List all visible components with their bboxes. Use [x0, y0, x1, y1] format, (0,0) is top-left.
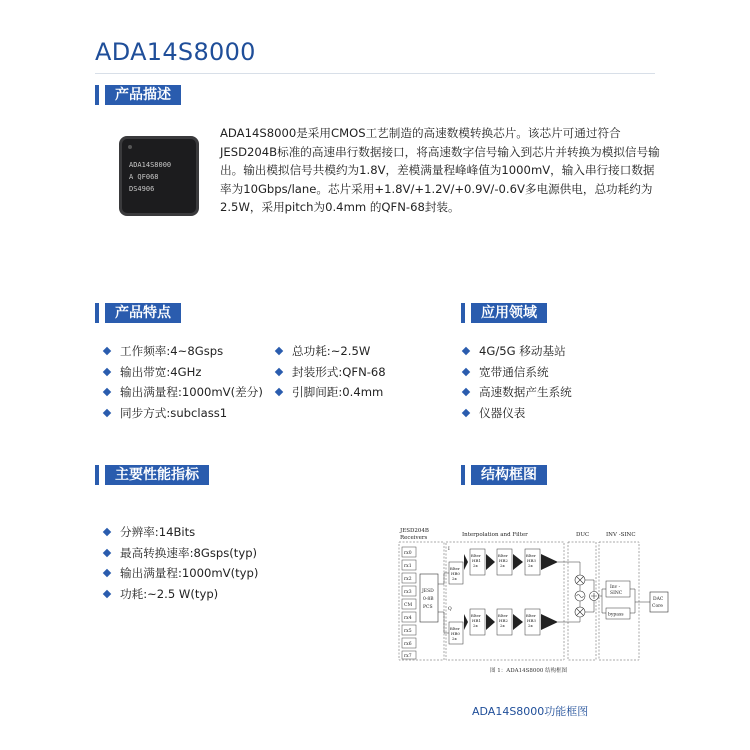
pipeline-arrow-icon [541, 614, 558, 630]
section-accent-bar [461, 303, 465, 323]
connector-line [438, 612, 449, 633]
chip-package [122, 139, 196, 213]
title-divider [95, 73, 655, 74]
list-item-text: 总功耗:~2.5W [292, 344, 371, 358]
list-item [104, 543, 258, 564]
interp-title: Interpolation and Filter [462, 532, 528, 538]
list-item [104, 341, 263, 362]
section-title: 应用领域 [471, 303, 547, 323]
filter-label: filter [450, 626, 460, 631]
diagram-caption: ADA14S8000功能框图 [472, 705, 589, 718]
list-item-text: 4G/5G 移动基站 [479, 344, 566, 358]
duc-group-outline [568, 542, 596, 660]
product-description: ADA14S8000是采用CMOS工艺制造的高速数模转换芯片。该芯片可通过符合JESD204B标准的高速串行数据接口，将高速数字信号输入到芯片并转换为模拟信号输出。输出模拟信号共模约为1.8V，差模满量程峰峰值为1000mV，输入串行接口数据率为10Gbps/lane。芯片采用+1.8V/+1.2V/+0.9V/-0.6V多电源供电，总功耗约为2.5W，采用pitch为0.4mm 的QFN-68封装。 [220, 126, 660, 214]
diamond-bullet-icon [275, 368, 283, 376]
chip-marking-line2: A QF068 [129, 173, 159, 181]
dac-core-block [650, 592, 668, 612]
section-header-applications [461, 303, 547, 323]
q-path-label: Q [448, 607, 452, 612]
hb-label: HB3 [527, 618, 536, 623]
block-diagram [398, 524, 670, 674]
filter-label: filter [498, 553, 508, 558]
list-item [276, 382, 386, 403]
pipeline-arrow-icon [486, 614, 495, 630]
hb-label: HB2 [499, 558, 508, 563]
hb-label: HB3 [527, 558, 536, 563]
chip-marking-line3: DS4906 [129, 185, 155, 193]
section-header-specs [95, 465, 209, 485]
connector-line [576, 617, 580, 622]
diamond-bullet-icon [462, 409, 470, 417]
features-list-right [276, 341, 386, 403]
pipeline-arrow-icon [464, 614, 468, 630]
rate-label: 2x [452, 576, 457, 581]
product-title: ADA14S8000 [95, 38, 256, 66]
list-item [463, 382, 572, 403]
connector-line [585, 601, 594, 613]
filter-label: filter [526, 553, 536, 558]
filter-label: filter [498, 613, 508, 618]
list-item [104, 362, 263, 383]
pin1-marker [128, 145, 132, 149]
connector-line [630, 589, 650, 613]
rate-label: 2x [528, 563, 533, 568]
lane-label: rx7 [404, 654, 412, 659]
list-item [104, 584, 258, 605]
diamond-bullet-icon [103, 569, 111, 577]
lane-label: rx5 [404, 629, 412, 634]
dac-line1: DAC [653, 597, 664, 602]
pcs-line3: PCS [423, 605, 433, 610]
filter-label: filter [526, 613, 536, 618]
lane-label: CM [404, 603, 413, 608]
lane-label: rx1 [404, 564, 412, 569]
diamond-bullet-icon [275, 388, 283, 396]
list-item [104, 403, 263, 424]
list-item [463, 341, 572, 362]
inv-sinc-title: INV -SINC [606, 532, 636, 538]
rate-label: 2x [473, 623, 478, 628]
list-item [463, 362, 572, 383]
figure-caption: 图 1：ADA14S8000 结构框图 [490, 668, 568, 674]
list-item-text: 引脚间距:0.4mm [292, 385, 384, 399]
hb-label: HB1 [472, 618, 481, 623]
diamond-bullet-icon [103, 368, 111, 376]
diamond-bullet-icon [462, 368, 470, 376]
list-item-text: 功耗:~2.5 W(typ) [120, 586, 219, 601]
list-item-text: 最高转换速率:8Gsps(typ) [120, 545, 258, 560]
list-item-text: 输出满量程:1000mV(typ) [120, 566, 259, 580]
section-title: 产品描述 [105, 85, 181, 105]
pipeline-arrow-icon [513, 554, 523, 570]
features-list-left [104, 341, 263, 423]
list-item [276, 362, 386, 383]
hb-label: HB0 [451, 571, 460, 576]
rate-label: 2x [528, 623, 533, 628]
connector-line [585, 580, 594, 592]
bypass-label: bypass [608, 612, 624, 618]
section-title: 结构框图 [471, 465, 547, 485]
section-header-description [95, 85, 181, 105]
pipeline-arrow-icon [541, 554, 558, 570]
pipeline-arrow-icon [464, 554, 468, 570]
section-title: 主要性能指标 [105, 465, 209, 485]
filter-label: filter [450, 566, 460, 571]
rate-label: 2x [500, 623, 505, 628]
list-item-text: 仪器仪表 [479, 405, 526, 420]
duc-title: DUC [576, 532, 590, 538]
jesd-title: JESD204B [400, 528, 429, 534]
section-header-architecture [461, 465, 547, 485]
section-header-features [95, 303, 181, 323]
list-item-text: 高速数据产生系统 [479, 385, 572, 399]
lane-label: rx2 [404, 577, 412, 582]
pipeline-arrow-icon [486, 554, 495, 570]
connector-line [438, 573, 449, 584]
lane-label: rx0 [404, 551, 412, 556]
lane-label: rx4 [404, 616, 412, 621]
section-accent-bar [95, 465, 99, 485]
hb-label: HB1 [472, 558, 481, 563]
list-item-text: 分辨率:14Bits [120, 525, 196, 539]
specs-list [104, 522, 258, 604]
inv-sinc-line2: SINC [610, 591, 623, 596]
diamond-bullet-icon [462, 347, 470, 355]
section-accent-bar [95, 85, 99, 105]
i-path-label: I [448, 547, 450, 552]
inv-sinc-group-outline [599, 542, 639, 660]
pipeline-arrow-icon [513, 614, 523, 630]
chip-photo [116, 133, 202, 219]
rate-label: 2x [500, 563, 505, 568]
dac-line2: Core [652, 604, 663, 609]
diamond-bullet-icon [103, 409, 111, 417]
list-item-text: 同步方式:subclass1 [120, 405, 228, 420]
section-title: 产品特点 [105, 303, 181, 323]
diamond-bullet-icon [275, 347, 283, 355]
connector-line [599, 589, 607, 613]
diamond-bullet-icon [103, 549, 111, 557]
applications-list [463, 341, 572, 423]
connector-line [576, 562, 580, 575]
list-item [104, 522, 258, 543]
lane-label: rx3 [404, 590, 412, 595]
hb-label: HB0 [451, 631, 460, 636]
list-item-text: 输出满量程:1000mV(差分) [120, 385, 263, 399]
list-item [463, 403, 572, 424]
filter-label: filter [471, 613, 481, 618]
list-item-text: 封装形式:QFN-68 [292, 364, 386, 379]
section-accent-bar [95, 303, 99, 323]
pcs-line2: 0-8B [423, 597, 434, 602]
diamond-bullet-icon [103, 347, 111, 355]
chip-marking-line1: ADA14S8000 [129, 161, 172, 169]
list-item [104, 382, 263, 403]
list-item [276, 341, 386, 362]
filter-label: filter [471, 553, 481, 558]
list-item [104, 563, 258, 584]
rate-label: 2x [452, 636, 457, 641]
diamond-bullet-icon [103, 528, 111, 536]
receivers-title: Receivers [400, 535, 428, 541]
list-item-text: 输出带宽:4GHz [120, 364, 202, 379]
pcs-line1: JESD [422, 589, 434, 594]
section-accent-bar [461, 465, 465, 485]
rate-label: 2x [473, 563, 478, 568]
lane-label: rx6 [404, 642, 412, 647]
inv-sinc-line1: Inv - [610, 585, 621, 590]
diamond-bullet-icon [103, 388, 111, 396]
list-item-text: 工作频率:4~8Gsps [120, 344, 224, 358]
diamond-bullet-icon [462, 388, 470, 396]
list-item-text: 宽带通信系统 [479, 364, 549, 379]
hb-label: HB2 [499, 618, 508, 623]
diamond-bullet-icon [103, 590, 111, 598]
